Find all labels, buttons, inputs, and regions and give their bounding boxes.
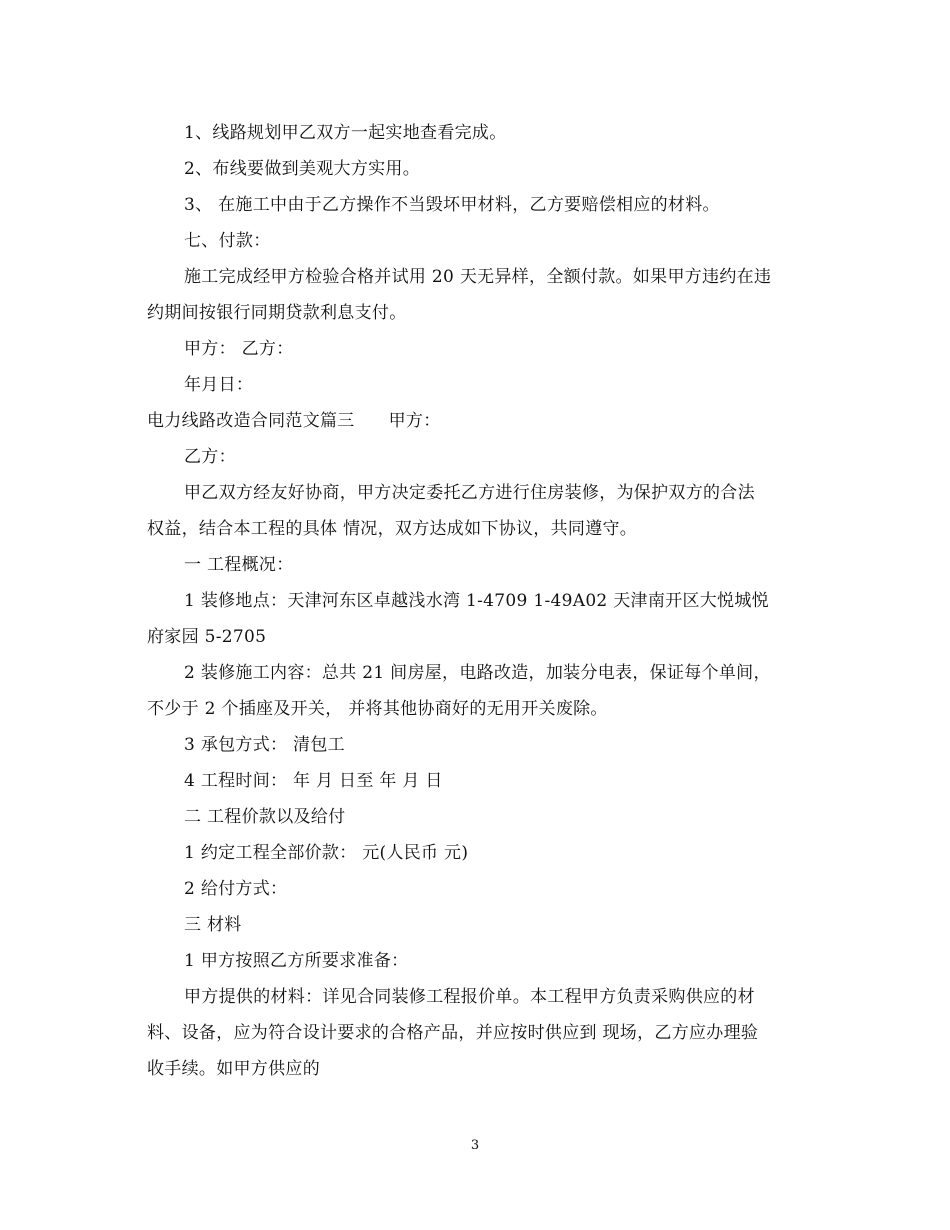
payment-paragraph-line-2: 约期间按银行同期贷款利息支付。 [147, 303, 407, 323]
date-line: 年月日： [184, 375, 254, 395]
materials-item-1: 1 甲方按照乙方所要求准备： [184, 951, 409, 971]
project-time-line: 4 工程时间： 年 月 日至 年 月 日 [184, 771, 443, 791]
section-heading-payment: 七、付款： [184, 231, 271, 251]
scope-line-2: 不少于 2 个插座及开关， 并将其他协商好的无用开关废除。 [147, 699, 608, 719]
location-line-2: 府家园 5-2705 [147, 627, 267, 647]
materials-paragraph-line-2: 料、设备，应为符合设计要求的合格产品，并应按时供应到 现场，乙方应办理验 [147, 1023, 759, 1043]
clause-2-line: 2、布线要做到美观大方实用。 [184, 159, 421, 179]
clause-1-line: 1、线路规划甲乙双方一起实地查看完成。 [184, 123, 507, 143]
payment-paragraph-line-1: 施工完成经甲方检验合格并试用 20 天无异样，全额付款。如果甲方违约在违 [184, 267, 772, 287]
signature-parties-line: 甲方： 乙方： [184, 339, 294, 359]
section-heading-price: 二 工程价款以及给付 [184, 807, 346, 827]
total-price-line: 1 约定工程全部价款： 元(人民币 元) [184, 843, 469, 863]
materials-paragraph-line-3: 收手续。如甲方供应的 [147, 1059, 320, 1079]
section-heading-overview: 一 工程概况： [184, 555, 294, 575]
party-a-label: 甲方： [388, 411, 441, 431]
section-heading-materials: 三 材料 [184, 915, 242, 935]
page-number: 3 [470, 1138, 480, 1153]
intro-paragraph-line-1: 甲乙双方经友好协商，甲方决定委托乙方进行住房装修，为保护双方的合法 [184, 483, 755, 503]
payment-method-line: 2 给付方式： [184, 879, 288, 899]
contract-method-line: 3 承包方式： 清包工 [184, 735, 345, 755]
intro-paragraph-line-2: 权益，结合本工程的具体 情况，双方达成如下协议，共同遵守。 [147, 519, 638, 539]
clause-3-line: 3、 在施工中由于乙方操作不当毁坏甲材料，乙方要赔偿相应的材料。 [184, 195, 720, 215]
party-b-label: 乙方： [184, 447, 236, 467]
location-line-1: 1 装修地点：天津河东区卓越浅水湾 1-4709 1-49A02 天津南开区大悦城悦 [184, 591, 769, 611]
contract-title-line [147, 411, 807, 431]
contract-title: 电力线路改造合同范文篇三 [147, 411, 355, 431]
scope-line-1: 2 装修施工内容：总共 21 间房屋，电路改造，加装分电表，保证每个单间， [184, 663, 771, 683]
materials-paragraph-line-1: 甲方提供的材料：详见合同装修工程报价单。本工程甲方负责采购供应的材 [184, 987, 755, 1007]
